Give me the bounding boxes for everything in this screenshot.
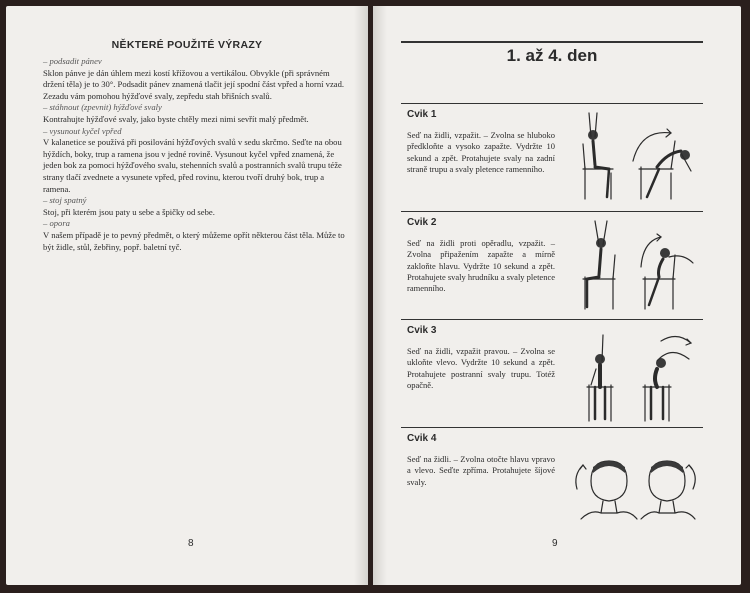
glossary-definition: V našem případě je to pevný předmět, o který můžeme opřít některou část těla. Může to být židle, stůl, žebřiny, popř. baletní tyč.: [43, 229, 345, 252]
page-number: 9: [552, 538, 558, 549]
glossary: [43, 56, 345, 253]
glossary-definition: Stoj, při kterém jsou paty u sebe a špičky od sebe.: [43, 206, 215, 217]
exercise-label: Cvik 2: [407, 217, 437, 228]
glossary-term: – podsadit pánev: [43, 56, 102, 66]
glossary-term: – opora: [43, 218, 70, 229]
exercise-instructions: Seď na židli, vzpažit pravou. – Zvolna se ukloňte vlevo. Vydržte 10 sekund a zpět. Protahujete postranní svaly trupu. Totéž opačně.: [407, 346, 555, 390]
head-turn-icon: [571, 455, 701, 521]
chair-forward-bend-icon: [571, 109, 701, 205]
page-title: NĚKTERÉ POUŽITÉ VÝRAZY: [111, 39, 263, 51]
gutter-shadow: [373, 6, 387, 585]
glossary-term: – stoj spatný: [43, 195, 87, 206]
title-rule: [401, 41, 703, 43]
glossary-definition: V kalanetice se používá při posilování hýžďových svalů v sedu skrčmo. Seďte na obou hýždích, boky, trup a ramena jsou v jedné rovině. Vysunout kyčel vpřed znamená, že jeden bok za pomoci hýžďového svalu, stehenních svalů a postranních svalů trupu téže strany tlačí zvednete a vysunete vpřed, před rovinu, kterou tvoří druhý bok, trup a ramena.: [43, 137, 342, 194]
divider: [401, 103, 703, 104]
divider: [401, 211, 703, 212]
exercise-instructions: Seď na židli, vzpažit. – Zvolna se hluboko předkloňte a vysoko zapažte. Vydržte 10 sekund a zpět. Protahujete svaly na zadní straně trupu a svaly pletence ramenního.: [407, 130, 555, 174]
glossary-term: – stáhnout (zpevnit) hýžďové svaly: [43, 102, 162, 113]
exercise-instructions: Seď na židli proti opěradlu, vzpažit. – Zvolna připažením zapažte a mírně zakloňte hlavu. Vydržte 10 sekund a zpět. Protahujete svaly hrudníku a svaly pletence ramenního.: [407, 238, 555, 294]
chair-side-bend-icon: [573, 329, 703, 425]
exercise-label: Cvik 1: [407, 109, 437, 120]
exercise-label: Cvik 4: [407, 433, 437, 444]
exercise-1: [401, 103, 703, 211]
exercise-2: [401, 211, 703, 319]
gutter-shadow: [354, 6, 368, 585]
exercise-label: Cvik 3: [407, 325, 437, 336]
divider: [401, 319, 703, 320]
exercise-4: [401, 427, 703, 527]
glossary-definition: Sklon pánve je dán úhlem mezi kostí křížovou a vertikálou. Obvykle (při správném držení těla) je to 30°. Podsadit pánev znamená tlačit její spodní část vpřed a horní vzad. Zezadu vám pomohou hýžďové svaly, zepředu stah břišních svalů.: [43, 67, 345, 101]
glossary-definition: Kontrahujte hýžďové svaly, jako byste chtěly mezi nimi sevřít malý předmět.: [43, 113, 309, 124]
exercise-3: [401, 319, 703, 427]
right-page: [373, 6, 741, 585]
divider: [401, 427, 703, 428]
page-title: 1. až 4. den: [506, 46, 598, 65]
glossary-term: – vysunout kyčel vpřed: [43, 125, 122, 136]
exercise-instructions: Seď na židli. – Zvolna otočte hlavu vpravo a vlevo. Seďte zpříma. Protahujete šíjové svaly.: [407, 454, 555, 487]
chair-back-arch-icon: [573, 217, 703, 313]
page-number: 8: [188, 538, 194, 549]
left-page: [6, 6, 368, 585]
